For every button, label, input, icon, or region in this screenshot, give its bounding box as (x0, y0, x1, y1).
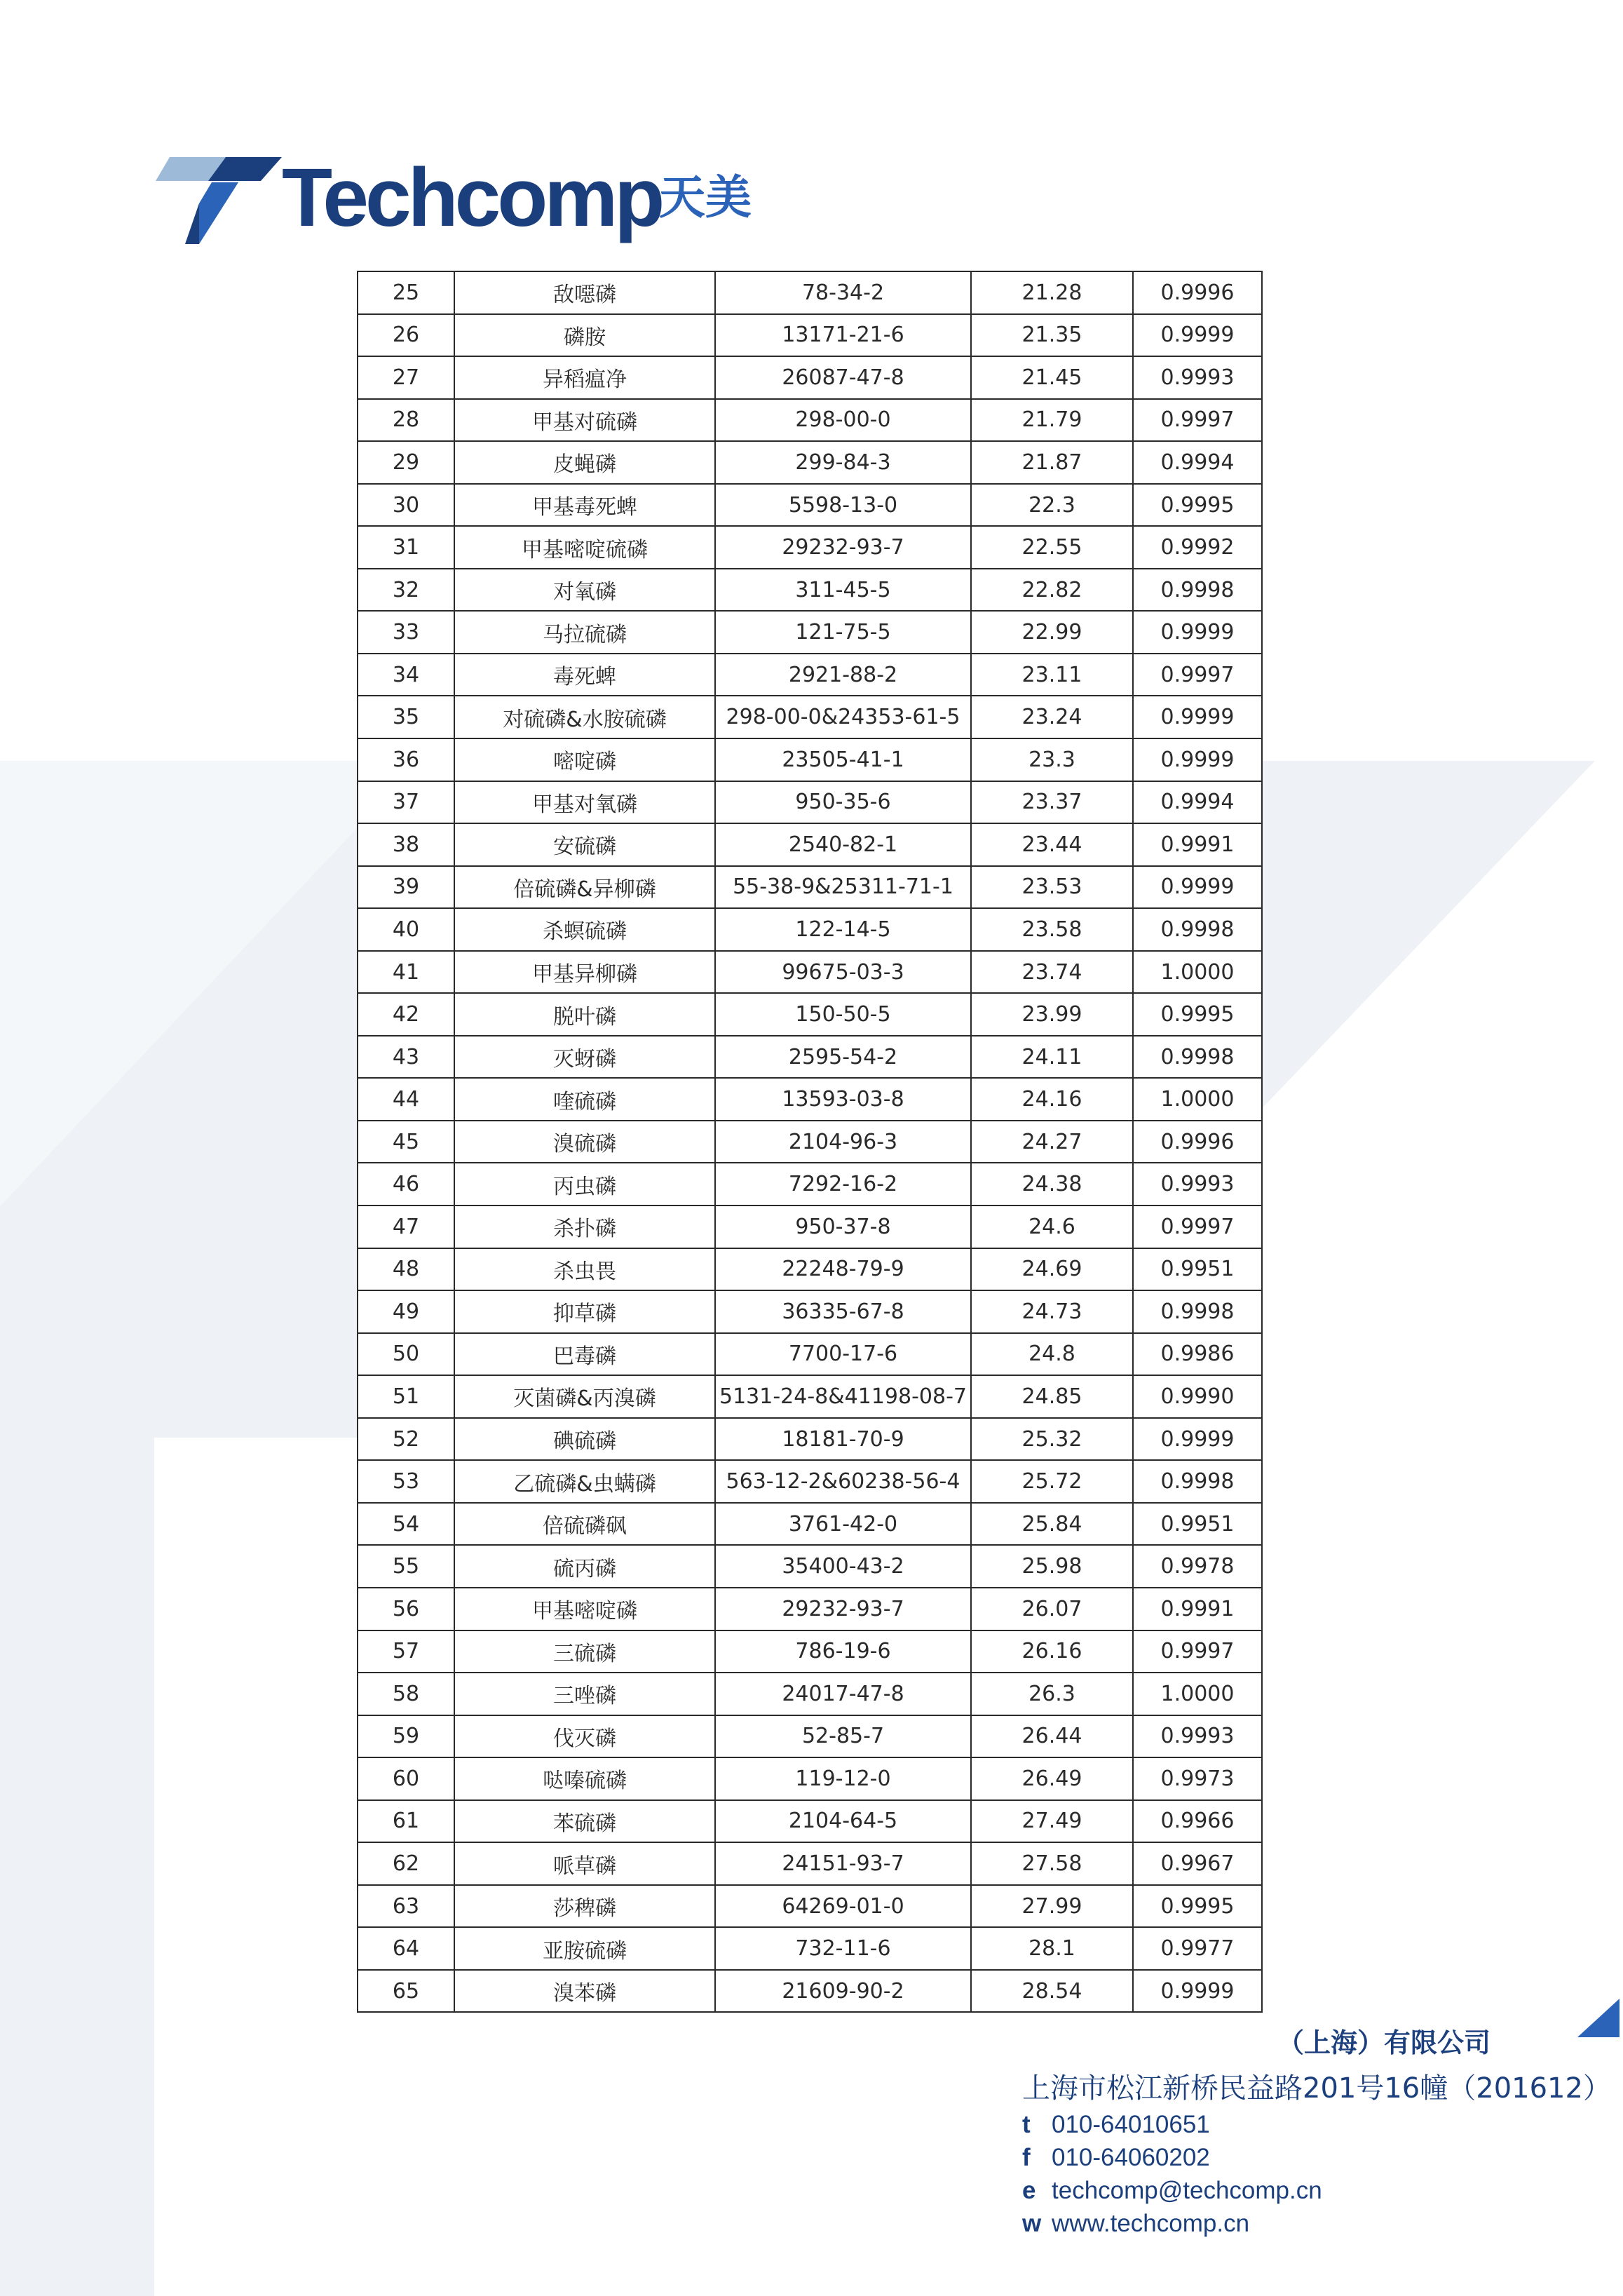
table-row (358, 1290, 1262, 1333)
table-row (358, 569, 1262, 612)
row-number-cell: 52 (358, 1418, 454, 1461)
retention-time-cell: 24.73 (971, 1290, 1133, 1333)
table-row (358, 1970, 1262, 2013)
retention-time-cell: 21.35 (971, 314, 1133, 357)
retention-time-cell: 22.82 (971, 569, 1133, 612)
row-number-cell: 57 (358, 1630, 454, 1673)
cas-number-cell: 78-34-2 (715, 271, 971, 314)
table-row (358, 1630, 1262, 1673)
retention-time-cell: 24.27 (971, 1121, 1133, 1163)
cas-number-cell: 298-00-0&24353-61-5 (715, 696, 971, 738)
table-row (358, 356, 1262, 399)
row-number-cell: 30 (358, 484, 454, 527)
row-number-cell: 59 (358, 1715, 454, 1758)
compound-name-cell: 乙硫磷&虫螨磷 (454, 1460, 715, 1503)
compound-name-cell: 溴硫磷 (454, 1121, 715, 1163)
compound-name-cell: 哌草磷 (454, 1842, 715, 1885)
correlation-cell: 0.9999 (1133, 1970, 1262, 2013)
compound-name-cell: 马拉硫磷 (454, 611, 715, 654)
row-number-cell: 65 (358, 1970, 454, 2013)
correlation-cell: 0.9999 (1133, 1418, 1262, 1461)
compound-name-cell: 丙虫磷 (454, 1163, 715, 1206)
retention-time-cell: 23.74 (971, 951, 1133, 994)
retention-time-cell: 27.49 (971, 1800, 1133, 1843)
compound-name-cell: 倍硫磷砜 (454, 1503, 715, 1546)
retention-time-cell: 26.3 (971, 1673, 1133, 1715)
row-number-cell: 50 (358, 1333, 454, 1376)
cas-number-cell: 18181-70-9 (715, 1418, 971, 1461)
row-number-cell: 53 (358, 1460, 454, 1503)
row-number-cell: 29 (358, 441, 454, 484)
compound-name-cell: 溴苯磷 (454, 1970, 715, 2013)
table-row (358, 781, 1262, 824)
retention-time-cell: 24.11 (971, 1036, 1133, 1079)
compound-name-cell: 三硫磷 (454, 1630, 715, 1673)
row-number-cell: 33 (358, 611, 454, 654)
cas-number-cell: 299-84-3 (715, 441, 971, 484)
cas-number-cell: 950-37-8 (715, 1206, 971, 1248)
row-number-cell: 47 (358, 1206, 454, 1248)
correlation-cell: 0.9999 (1133, 314, 1262, 357)
correlation-cell: 0.9998 (1133, 569, 1262, 612)
row-number-cell: 63 (358, 1885, 454, 1928)
row-number-cell: 51 (358, 1375, 454, 1418)
table-row (358, 1248, 1262, 1291)
retention-time-cell: 27.58 (971, 1842, 1133, 1885)
table-row (358, 823, 1262, 866)
correlation-cell: 0.9995 (1133, 1885, 1262, 1928)
compound-name-cell: 三唑磷 (454, 1673, 715, 1715)
row-number-cell: 45 (358, 1121, 454, 1163)
correlation-cell: 1.0000 (1133, 1673, 1262, 1715)
correlation-cell: 0.9967 (1133, 1842, 1262, 1885)
compound-name-cell: 嘧啶磷 (454, 738, 715, 781)
contact-key: e (1022, 2177, 1036, 2204)
retention-time-cell: 21.87 (971, 441, 1133, 484)
compound-name-cell: 甲基嘧啶硫磷 (454, 526, 715, 569)
row-number-cell: 41 (358, 951, 454, 994)
cas-number-cell: 24151-93-7 (715, 1842, 971, 1885)
table-row (358, 399, 1262, 442)
correlation-cell: 0.9996 (1133, 271, 1262, 314)
cas-number-cell: 22248-79-9 (715, 1248, 971, 1291)
compound-name-cell: 杀螟硫磷 (454, 908, 715, 951)
table-row (358, 484, 1262, 527)
cas-number-cell: 29232-93-7 (715, 1588, 971, 1630)
cas-number-cell: 2540-82-1 (715, 823, 971, 866)
table-row (358, 1927, 1262, 1970)
row-number-cell: 35 (358, 696, 454, 738)
row-number-cell: 28 (358, 399, 454, 442)
correlation-cell: 0.9994 (1133, 781, 1262, 824)
row-number-cell: 26 (358, 314, 454, 357)
compound-name-cell: 异稻瘟净 (454, 356, 715, 399)
row-number-cell: 61 (358, 1800, 454, 1843)
cas-number-cell: 2104-96-3 (715, 1121, 971, 1163)
table-row (358, 1757, 1262, 1800)
row-number-cell: 43 (358, 1036, 454, 1079)
contact-phone (1022, 2111, 1210, 2139)
correlation-cell: 0.9997 (1133, 1630, 1262, 1673)
compound-name-cell: 甲基嘧啶磷 (454, 1588, 715, 1630)
retention-time-cell: 25.84 (971, 1503, 1133, 1546)
cas-number-cell: 55-38-9&25311-71-1 (715, 866, 971, 909)
contact-email[interactable] (1022, 2177, 1322, 2205)
cas-number-cell: 2921-88-2 (715, 654, 971, 696)
retention-time-cell: 22.3 (971, 484, 1133, 527)
compound-name-cell: 灭菌磷&丙溴磷 (454, 1375, 715, 1418)
correlation-cell: 0.9998 (1133, 908, 1262, 951)
retention-time-cell: 23.3 (971, 738, 1133, 781)
row-number-cell: 56 (358, 1588, 454, 1630)
compound-name-cell: 甲基对氧磷 (454, 781, 715, 824)
cas-number-cell: 732-11-6 (715, 1927, 971, 1970)
compound-name-cell: 毒死蜱 (454, 654, 715, 696)
compound-name-cell: 伐灭磷 (454, 1715, 715, 1758)
compound-name-cell: 莎稗磷 (454, 1885, 715, 1928)
logo-mark-icon (156, 154, 282, 245)
retention-time-cell: 21.45 (971, 356, 1133, 399)
row-number-cell: 55 (358, 1545, 454, 1588)
cas-number-cell: 52-85-7 (715, 1715, 971, 1758)
table-row (358, 1418, 1262, 1461)
table-row (358, 654, 1262, 696)
company-name: （上海）有限公司 (1277, 2027, 1491, 2058)
retention-time-cell: 24.6 (971, 1206, 1133, 1248)
row-number-cell: 44 (358, 1078, 454, 1121)
row-number-cell: 60 (358, 1757, 454, 1800)
cas-number-cell: 563-12-2&60238-56-4 (715, 1460, 971, 1503)
correlation-cell: 0.9991 (1133, 823, 1262, 866)
row-number-cell: 64 (358, 1927, 454, 1970)
cas-number-cell: 5131-24-8&41198-08-7 (715, 1375, 971, 1418)
cas-number-cell: 13593-03-8 (715, 1078, 971, 1121)
cas-number-cell: 311-45-5 (715, 569, 971, 612)
contact-key: t (1022, 2111, 1031, 2138)
contact-value[interactable]: www.techcomp.cn (1052, 2210, 1250, 2237)
compound-name-cell: 杀扑磷 (454, 1206, 715, 1248)
retention-time-cell: 26.49 (971, 1757, 1133, 1800)
correlation-cell: 0.9998 (1133, 1460, 1262, 1503)
row-number-cell: 49 (358, 1290, 454, 1333)
correlation-cell: 0.9986 (1133, 1333, 1262, 1376)
cas-number-cell: 26087-47-8 (715, 356, 971, 399)
cas-number-cell: 3761-42-0 (715, 1503, 971, 1546)
contact-key: w (1022, 2210, 1042, 2237)
retention-time-cell: 23.53 (971, 866, 1133, 909)
table-row (358, 314, 1262, 357)
compound-name-cell: 安硫磷 (454, 823, 715, 866)
row-number-cell: 32 (358, 569, 454, 612)
retention-time-cell: 24.16 (971, 1078, 1133, 1121)
retention-time-cell: 22.99 (971, 611, 1133, 654)
retention-time-cell: 25.32 (971, 1418, 1133, 1461)
company-address: 上海市松江新桥民益路201号16幢（201612） (1022, 2072, 1611, 2105)
table-row (358, 1333, 1262, 1376)
table-row (358, 993, 1262, 1036)
correlation-cell: 0.9995 (1133, 484, 1262, 527)
compound-name-cell: 对硫磷&水胺硫磷 (454, 696, 715, 738)
table-row (358, 1800, 1262, 1843)
compound-name-cell: 抑草磷 (454, 1290, 715, 1333)
cas-number-cell: 64269-01-0 (715, 1885, 971, 1928)
cas-number-cell: 23505-41-1 (715, 738, 971, 781)
cas-number-cell: 99675-03-3 (715, 951, 971, 994)
retention-time-cell: 26.07 (971, 1588, 1133, 1630)
table-row (358, 271, 1262, 314)
correlation-cell: 0.9998 (1133, 1036, 1262, 1079)
retention-time-cell: 23.24 (971, 696, 1133, 738)
retention-time-cell: 27.99 (971, 1885, 1133, 1928)
table-row (358, 526, 1262, 569)
row-number-cell: 27 (358, 356, 454, 399)
table-row (358, 1036, 1262, 1079)
data-table (357, 271, 1263, 2013)
retention-time-cell: 26.44 (971, 1715, 1133, 1758)
retention-time-cell: 23.11 (971, 654, 1133, 696)
retention-time-cell: 21.28 (971, 271, 1133, 314)
correlation-cell: 1.0000 (1133, 951, 1262, 994)
row-number-cell: 46 (358, 1163, 454, 1206)
retention-time-cell: 26.16 (971, 1630, 1133, 1673)
table-row (358, 1588, 1262, 1630)
retention-time-cell: 25.98 (971, 1545, 1133, 1588)
cas-number-cell: 13171-21-6 (715, 314, 971, 357)
contact-fax (1022, 2144, 1210, 2172)
table-row (358, 1121, 1262, 1163)
compound-name-cell: 碘硫磷 (454, 1418, 715, 1461)
cas-number-cell: 121-75-5 (715, 611, 971, 654)
compound-name-cell: 灭蚜磷 (454, 1036, 715, 1079)
cas-number-cell: 29232-93-7 (715, 526, 971, 569)
correlation-cell: 0.9951 (1133, 1248, 1262, 1291)
contact-value: 010-64060202 (1052, 2144, 1210, 2171)
correlation-cell: 0.9993 (1133, 1715, 1262, 1758)
table-row (358, 1078, 1262, 1121)
table-row (358, 441, 1262, 484)
compound-name-cell: 巴毒磷 (454, 1333, 715, 1376)
compound-name-cell: 杀虫畏 (454, 1248, 715, 1291)
brand-name-cn: 天美 (659, 170, 752, 224)
row-number-cell: 54 (358, 1503, 454, 1546)
compound-name-cell: 倍硫磷&异柳磷 (454, 866, 715, 909)
correlation-cell: 0.9995 (1133, 993, 1262, 1036)
cas-number-cell: 7700-17-6 (715, 1333, 971, 1376)
retention-time-cell: 24.38 (971, 1163, 1133, 1206)
cas-number-cell: 298-00-0 (715, 399, 971, 442)
retention-time-cell: 25.72 (971, 1460, 1133, 1503)
contact-value: 010-64010651 (1052, 2111, 1210, 2138)
retention-time-cell: 21.79 (971, 399, 1133, 442)
table-row (358, 696, 1262, 738)
correlation-cell: 0.9997 (1133, 654, 1262, 696)
table-body (358, 271, 1262, 2012)
row-number-cell: 48 (358, 1248, 454, 1291)
cas-number-cell: 950-35-6 (715, 781, 971, 824)
table-row (358, 1885, 1262, 1928)
row-number-cell: 25 (358, 271, 454, 314)
correlation-cell: 0.9978 (1133, 1545, 1262, 1588)
correlation-cell: 0.9997 (1133, 399, 1262, 442)
row-number-cell: 40 (358, 908, 454, 951)
correlation-cell: 0.9991 (1133, 1588, 1262, 1630)
correlation-cell: 0.9997 (1133, 1206, 1262, 1248)
table-row (358, 1460, 1262, 1503)
cas-number-cell: 2104-64-5 (715, 1800, 971, 1843)
compound-name-cell: 甲基对硫磷 (454, 399, 715, 442)
compound-name-cell: 亚胺硫磷 (454, 1927, 715, 1970)
row-number-cell: 37 (358, 781, 454, 824)
row-number-cell: 39 (358, 866, 454, 909)
retention-time-cell: 22.55 (971, 526, 1133, 569)
cas-number-cell: 35400-43-2 (715, 1545, 971, 1588)
retention-time-cell: 23.99 (971, 993, 1133, 1036)
compound-name-cell: 磷胺 (454, 314, 715, 357)
correlation-cell: 1.0000 (1133, 1078, 1262, 1121)
table-row (358, 1715, 1262, 1758)
cas-number-cell: 7292-16-2 (715, 1163, 971, 1206)
table-row (358, 951, 1262, 994)
row-number-cell: 42 (358, 993, 454, 1036)
row-number-cell: 34 (358, 654, 454, 696)
cas-number-cell: 122-14-5 (715, 908, 971, 951)
cas-number-cell: 36335-67-8 (715, 1290, 971, 1333)
row-number-cell: 38 (358, 823, 454, 866)
correlation-cell: 0.9993 (1133, 1163, 1262, 1206)
row-number-cell: 31 (358, 526, 454, 569)
table-row (358, 866, 1262, 909)
retention-time-cell: 24.8 (971, 1333, 1133, 1376)
compound-name-cell: 苯硫磷 (454, 1800, 715, 1843)
correlation-cell: 0.9999 (1133, 866, 1262, 909)
correlation-cell: 0.9996 (1133, 1121, 1262, 1163)
compound-name-cell: 皮蝇磷 (454, 441, 715, 484)
retention-time-cell: 24.85 (971, 1375, 1133, 1418)
contact-website[interactable] (1022, 2210, 1249, 2238)
compound-name-cell: 硫丙磷 (454, 1545, 715, 1588)
correlation-cell: 0.9973 (1133, 1757, 1262, 1800)
compound-name-cell: 甲基异柳磷 (454, 951, 715, 994)
retention-time-cell: 23.44 (971, 823, 1133, 866)
table-row (358, 908, 1262, 951)
correlation-cell: 0.9966 (1133, 1800, 1262, 1843)
correlation-cell: 0.9951 (1133, 1503, 1262, 1546)
table-row (358, 1206, 1262, 1248)
table-row (358, 738, 1262, 781)
cas-number-cell: 150-50-5 (715, 993, 971, 1036)
correlation-cell: 0.9990 (1133, 1375, 1262, 1418)
correlation-cell: 0.9999 (1133, 611, 1262, 654)
table-row (358, 1842, 1262, 1885)
cas-number-cell: 2595-54-2 (715, 1036, 971, 1079)
correlation-cell: 0.9998 (1133, 1290, 1262, 1333)
cas-number-cell: 21609-90-2 (715, 1970, 971, 2013)
row-number-cell: 36 (358, 738, 454, 781)
cas-number-cell: 5598-13-0 (715, 484, 971, 527)
corner-triangle-icon (1577, 1999, 1619, 2037)
contact-key: f (1022, 2144, 1031, 2171)
compound-name-cell: 甲基毒死蜱 (454, 484, 715, 527)
retention-time-cell: 28.54 (971, 1970, 1133, 2013)
row-number-cell: 62 (358, 1842, 454, 1885)
compound-name-cell: 对氧磷 (454, 569, 715, 612)
row-number-cell: 58 (358, 1673, 454, 1715)
brand-name: Techcomp (282, 151, 662, 244)
table-row (358, 1545, 1262, 1588)
table-row (358, 1673, 1262, 1715)
retention-time-cell: 24.69 (971, 1248, 1133, 1291)
correlation-cell: 0.9993 (1133, 356, 1262, 399)
table-row (358, 611, 1262, 654)
cas-number-cell: 119-12-0 (715, 1757, 971, 1800)
table-row (358, 1163, 1262, 1206)
correlation-cell: 0.9992 (1133, 526, 1262, 569)
retention-time-cell: 23.37 (971, 781, 1133, 824)
correlation-cell: 0.9977 (1133, 1927, 1262, 1970)
compound-name-cell: 哒嗪硫磷 (454, 1757, 715, 1800)
table-row (358, 1375, 1262, 1418)
table-row (358, 1503, 1262, 1546)
cas-number-cell: 786-19-6 (715, 1630, 971, 1673)
correlation-cell: 0.9999 (1133, 696, 1262, 738)
compound-name-cell: 敌噁磷 (454, 271, 715, 314)
compound-name-cell: 脱叶磷 (454, 993, 715, 1036)
cas-number-cell: 24017-47-8 (715, 1673, 971, 1715)
retention-time-cell: 23.58 (971, 908, 1133, 951)
correlation-cell: 0.9994 (1133, 441, 1262, 484)
compound-name-cell: 喹硫磷 (454, 1078, 715, 1121)
correlation-cell: 0.9999 (1133, 738, 1262, 781)
retention-time-cell: 28.1 (971, 1927, 1133, 1970)
contact-value[interactable]: techcomp@techcomp.cn (1052, 2177, 1322, 2204)
